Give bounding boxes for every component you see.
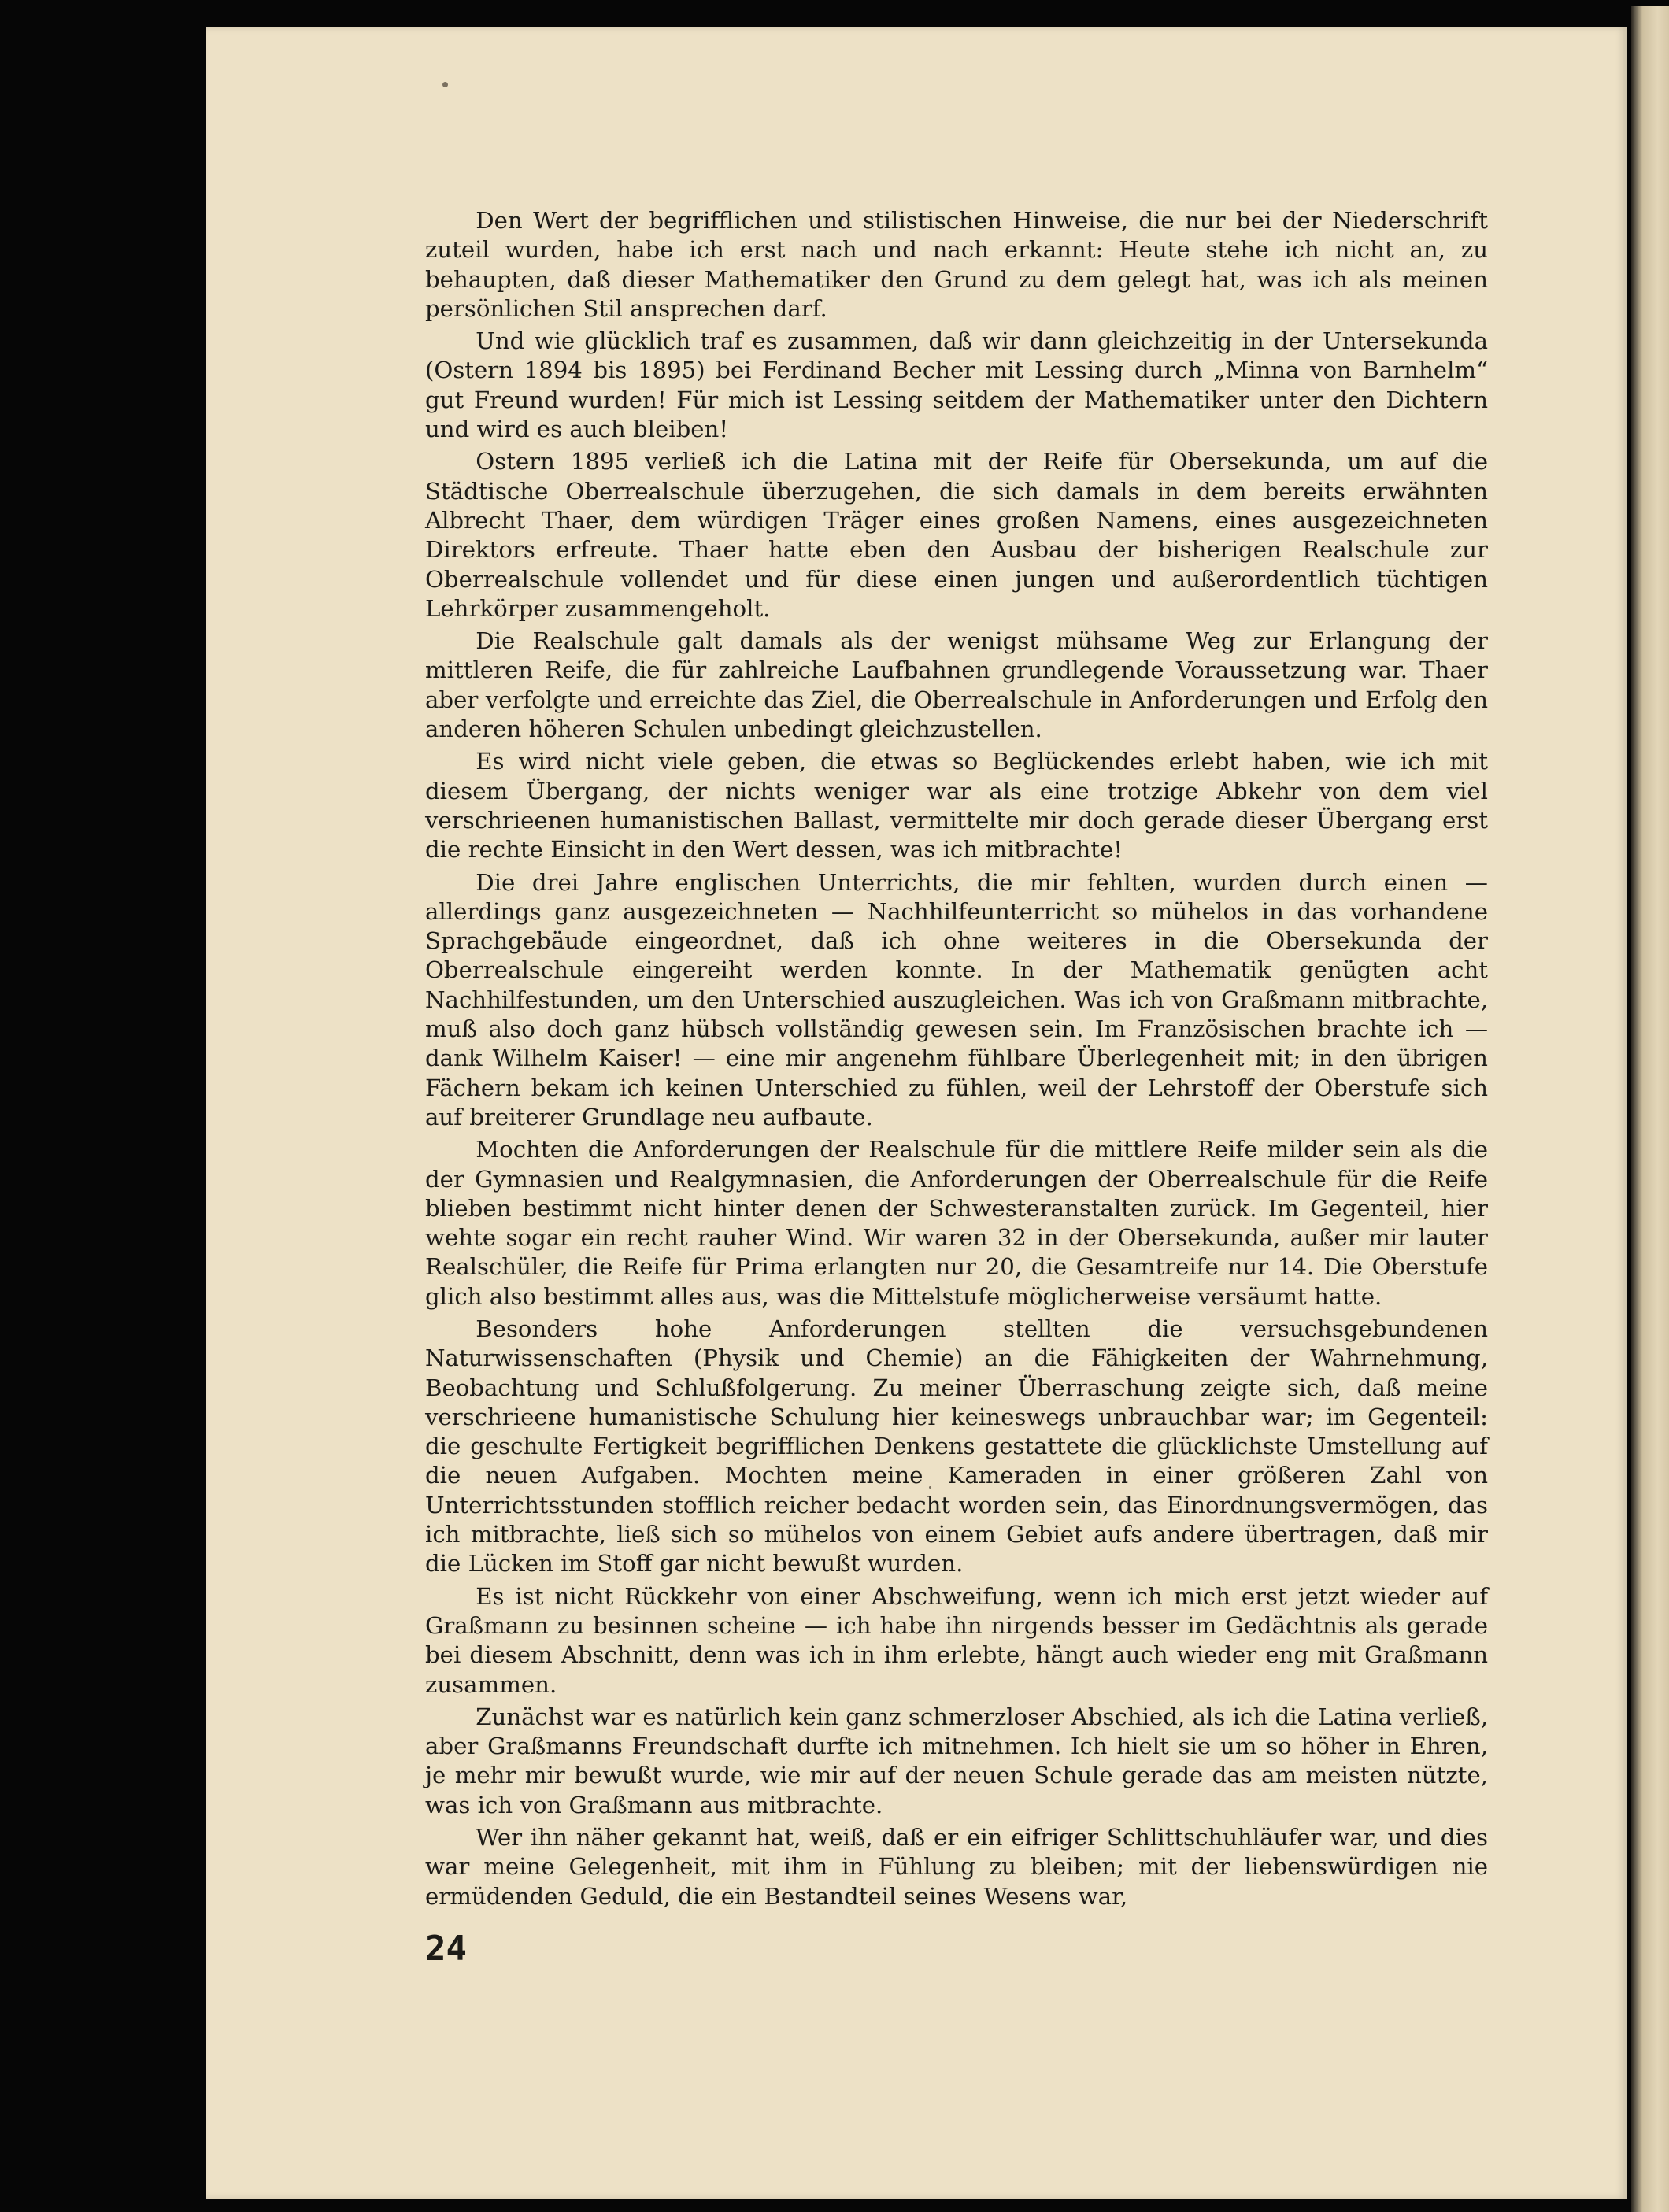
- paragraph: Zunächst war es natürlich kein ganz schmerzloser Abschied, als ich die Latina verließ, aber Graßmanns Freundschaft durfte ich mitnehmen. Ich hielt sie um so höher in Ehren, je mehr mir bewußt wurde, wie mir auf der neuen Schule gerade das am meisten nützte, was ich von Graßmann aus mitbrachte.: [425, 1703, 1488, 1818]
- next-page-edge: [1631, 6, 1669, 2212]
- paragraph: Ostern 1895 verließ ich die Latina mit der Reife für Obersekunda, um auf die Städtische Oberrealschule überzugehen, die sich damals in dem bereits erwähnten Albrecht Thaer, dem würdigen Träger eines großen Namens, eines ausgezeichneten Direktors erfreute. Thaer hatte eben den Ausbau der bisherigen Realschule zur Oberrealschule vollendet und für diese einen jungen und außerordentlich tüchtigen Lehrkörper zusammengeholt.: [425, 448, 1488, 622]
- paragraph: Die Realschule galt damals als der wenigst mühsame Weg zur Erlangung der mittleren Reife, die für zahlreiche Laufbahnen grundlegende Voraussetzung war. Thaer aber verfolgte und erreichte das Ziel, die Oberrealschule in Anforderungen und Erfolg den anderen höheren Schulen unbedingt gleichzustellen.: [425, 627, 1488, 743]
- paragraph: Den Wert der begrifflichen und stilistischen Hinweise, die nur bei der Niederschrift zuteil wurden, habe ich erst nach und nach erkannt: Heute stehe ich nicht an, zu behaupten, daß dieser Mathematiker den Grund zu dem gelegt hat, was ich als meinen persönlichen Stil ansprechen darf.: [425, 207, 1488, 322]
- paragraph: Es ist nicht Rückkehr von einer Abschweifung, wenn ich mich erst jetzt wieder auf Graßmann zu besinnen scheine — ich habe ihn nirgends besser im Gedächtnis als gerade bei diesem Abschnitt, denn was ich in ihm erlebte, hängt auch wieder eng mit Graßmann zusammen.: [425, 1582, 1488, 1698]
- paper-speck: [442, 82, 448, 87]
- paragraph: Die drei Jahre englischen Unterrichts, die mir fehlten, wurden durch einen — allerdings ganz ausgezeichneten — Nachhilfeunterricht so mühelos in das vorhandene Sprachgebäude eingeordnet, daß ich ohne weiteres in die Obersekunda der Oberrealschule eingereiht werden konnte. In der Mathematik genügten acht Nachhilfestunden, um den Unterschied auszugleichen. Was ich von Graßmann mitbrachte, muß also doch ganz hübsch vollständig gewesen sein. Im Französischen brachte ich — dank Wilhelm Kaiser! — eine mir angenehm fühlbare Überlegenheit mit; in den übrigen Fächern bekam ich keinen Unterschied zu fühlen, weil der Lehrstoff der Oberstufe sich auf breiterer Grundlage neu aufbaute.: [425, 868, 1488, 1130]
- paragraph: Mochten die Anforderungen der Realschule für die mittlere Reife milder sein als die der Gymnasien und Realgymnasien, die Anforderungen der Oberrealschule für die Reife blieben bestimmt nicht hinter denen der Schwesteranstalten zurück. Im Gegenteil, hier wehte sogar ein recht rauher Wind. Wir waren 32 in der Obersekunda, außer mir lauter Realschüler, die Reife für Prima erlangten nur 20, die Gesamtreife nur 14. Die Oberstufe glich also bestimmt alles aus, was die Mittelstufe möglicherweise versäumt hatte.: [425, 1136, 1488, 1310]
- body-text: [425, 206, 1488, 1914]
- paragraph: Und wie glücklich traf es zusammen, daß wir dann gleichzeitig in der Untersekunda (Ostern 1894 bis 1895) bei Ferdinand Becher mit Lessing durch „Minna von Barnhelm“ gut Freund wurden! Für mich ist Lessing seitdem der Mathematiker unter den Dichtern und wird es auch bleiben!: [425, 327, 1488, 443]
- page-number: 24: [425, 1929, 467, 1969]
- paragraph: Wer ihn näher gekannt hat, weiß, daß er ein eifriger Schlittschuhläufer war, und dies war meine Gelegenheit, mit ihm in Fühlung zu bleiben; mit der liebenswürdigen nie ermüdenden Geduld, die ein Bestandteil seines Wesens war,: [425, 1824, 1488, 1910]
- paragraph: Besonders hohe Anforderungen stellten die versuchsgebundenen Naturwissenschaften (Physik und Chemie) an die Fähigkeiten der Wahrnehmung, Beobachtung und Schlußfolgerung. Zu meiner Überraschung zeigte sich, daß meine verschrieene humanistische Schulung hier keineswegs unbrauchbar war; im Gegenteil: die geschulte Fertigkeit begrifflichen Denkens gestattete die glücklichste Umstellung auf die neuen Aufgaben. Mochten meine Kameraden in einer größeren Zahl von Unterrichtsstunden stofflich reicher bedacht worden sein, das Einordnungsvermögen, das ich mitbrachte, ließ sich so mühelos von einem Gebiet aufs andere übertragen, daß mir die Lücken im Stoff gar nicht bewußt wurden.: [425, 1315, 1488, 1578]
- paragraph: Es wird nicht viele geben, die etwas so Beglückendes erlebt haben, wie ich mit diesem Übergang, der nichts weniger war als eine trotzige Abkehr von dem viel verschrieenen humanistischen Ballast, vermittelte mir doch gerade dieser Übergang erst die rechte Einsicht in den Wert dessen, was ich mitbrachte!: [425, 748, 1488, 864]
